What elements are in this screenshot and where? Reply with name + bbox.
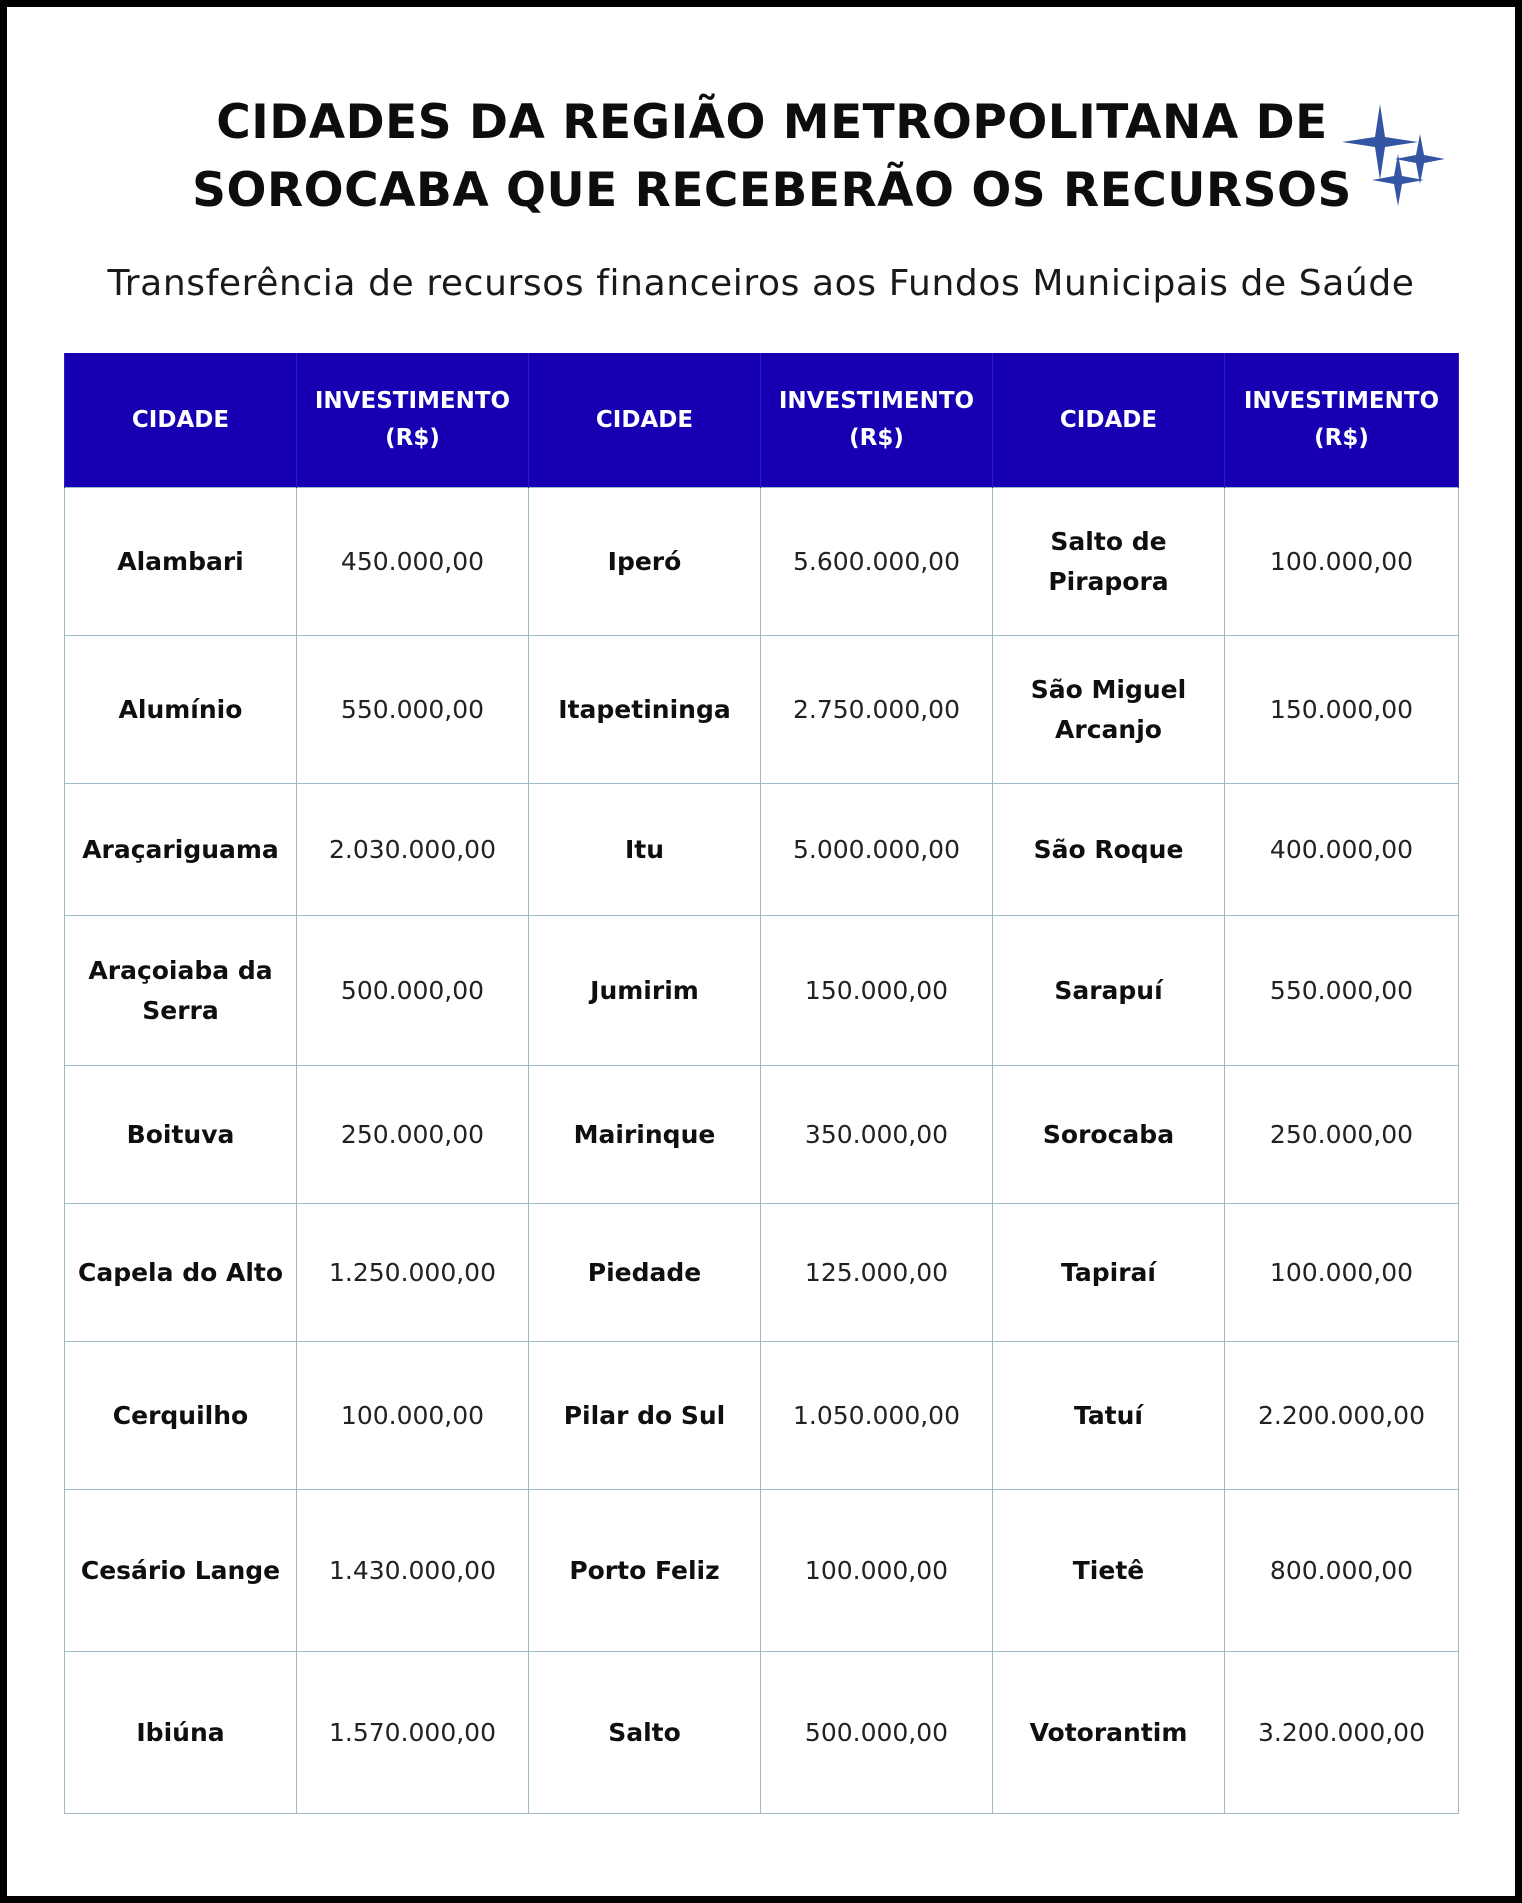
investment-amount-cell: 400.000,00 [1225,784,1459,916]
table-header-row [65,353,1459,488]
table-row [65,488,1459,636]
investment-amount-cell: 100.000,00 [297,1342,529,1490]
city-name-cell: Pilar do Sul [529,1342,761,1490]
investment-amount-cell: 100.000,00 [1225,1204,1459,1342]
investment-amount-cell: 1.250.000,00 [297,1204,529,1342]
investment-amount-cell: 100.000,00 [1225,488,1459,636]
city-name-cell: Porto Feliz [529,1490,761,1652]
city-name-cell: Alumínio [65,636,297,784]
investment-amount-cell: 250.000,00 [1225,1066,1459,1204]
city-name-cell: Boituva [65,1066,297,1204]
table-row [65,916,1459,1066]
investment-amount-cell: 5.600.000,00 [761,488,993,636]
city-name-cell: Araçariguama [65,784,297,916]
investment-amount-cell: 800.000,00 [1225,1490,1459,1652]
investment-amount-cell: 150.000,00 [761,916,993,1066]
investment-amount-cell: 1.050.000,00 [761,1342,993,1490]
column-header-label: CIDADE [131,406,230,433]
city-name-cell: Piedade [529,1204,761,1342]
column-header-cidade [529,353,761,488]
investment-amount-cell: 5.000.000,00 [761,784,993,916]
column-header-investimento [297,353,529,488]
city-name-cell: Cesário Lange [65,1490,297,1652]
column-header-label: INVESTIMENTO [314,388,511,414]
city-name-cell: Iperó [529,488,761,636]
table-body [65,488,1459,1814]
city-name-cell: Tatuí [993,1342,1225,1490]
document-header [7,89,1515,219]
city-name-cell: Alambari [65,488,297,636]
city-name-cell: Sarapuí [993,916,1225,1066]
column-header-unit: (R$) [1314,425,1369,451]
city-name-cell: Tietê [993,1490,1225,1652]
investment-amount-cell: 150.000,00 [1225,636,1459,784]
city-name-cell: Araçoiaba da Serra [65,916,297,1066]
investment-amount-cell: 450.000,00 [297,488,529,636]
column-header-unit: (R$) [849,425,904,451]
table-row [65,1652,1459,1814]
document-subtitle: Transferência de recursos financeiros aos Fundos Municipais de Saúde [107,263,1415,304]
city-name-cell: Cerquilho [65,1342,297,1490]
investment-amount-cell: 125.000,00 [761,1204,993,1342]
column-header-cidade [65,353,297,488]
city-name-cell: Mairinque [529,1066,761,1204]
investment-amount-cell: 3.200.000,00 [1225,1652,1459,1814]
investment-amount-cell: 500.000,00 [297,916,529,1066]
investment-amount-cell: 250.000,00 [297,1066,529,1204]
column-header-investimento [761,353,993,488]
city-name-cell: Sorocaba [993,1066,1225,1204]
table-row [65,1342,1459,1490]
investment-amount-cell: 1.570.000,00 [297,1652,529,1814]
investment-amount-cell: 500.000,00 [761,1652,993,1814]
investment-amount-cell: 550.000,00 [297,636,529,784]
city-name-cell: São Miguel Arcanjo [993,636,1225,784]
table-row [65,1490,1459,1652]
city-name-cell: Itu [529,784,761,916]
investment-amount-cell: 350.000,00 [761,1066,993,1204]
investment-amount-cell: 1.430.000,00 [297,1490,529,1652]
table-row [65,1066,1459,1204]
investment-amount-cell: 2.200.000,00 [1225,1342,1459,1490]
investment-amount-cell: 2.750.000,00 [761,636,993,784]
city-name-cell: Salto [529,1652,761,1814]
document-title [102,89,1442,225]
table-row [65,636,1459,784]
column-header-label: INVESTIMENTO [778,388,975,414]
city-name-cell: São Roque [993,784,1225,916]
table-row [65,1204,1459,1342]
investment-amount-cell: 100.000,00 [761,1490,993,1652]
sparkle-icon [1332,92,1462,222]
column-header-label: INVESTIMENTO [1243,388,1440,414]
title-line-2: SOROCABA QUE RECEBERÃO OS RECURSOS [192,163,1352,218]
city-name-cell: Itapetininga [529,636,761,784]
city-name-cell: Salto de Pirapora [993,488,1225,636]
column-header-cidade [993,353,1225,488]
investment-amount-cell: 2.030.000,00 [297,784,529,916]
table-row [65,784,1459,916]
city-name-cell: Jumirim [529,916,761,1066]
title-line-1: CIDADES DA REGIÃO METROPOLITANA DE [216,95,1328,150]
investment-amount-cell: 550.000,00 [1225,916,1459,1066]
column-header-investimento [1225,353,1459,488]
city-name-cell: Ibiúna [65,1652,297,1814]
column-header-label: CIDADE [595,406,694,433]
investment-table [64,353,1459,1814]
city-name-cell: Capela do Alto [65,1204,297,1342]
column-header-unit: (R$) [385,425,440,451]
city-name-cell: Tapiraí [993,1204,1225,1342]
column-header-label: CIDADE [1059,406,1158,433]
city-name-cell: Votorantim [993,1652,1225,1814]
